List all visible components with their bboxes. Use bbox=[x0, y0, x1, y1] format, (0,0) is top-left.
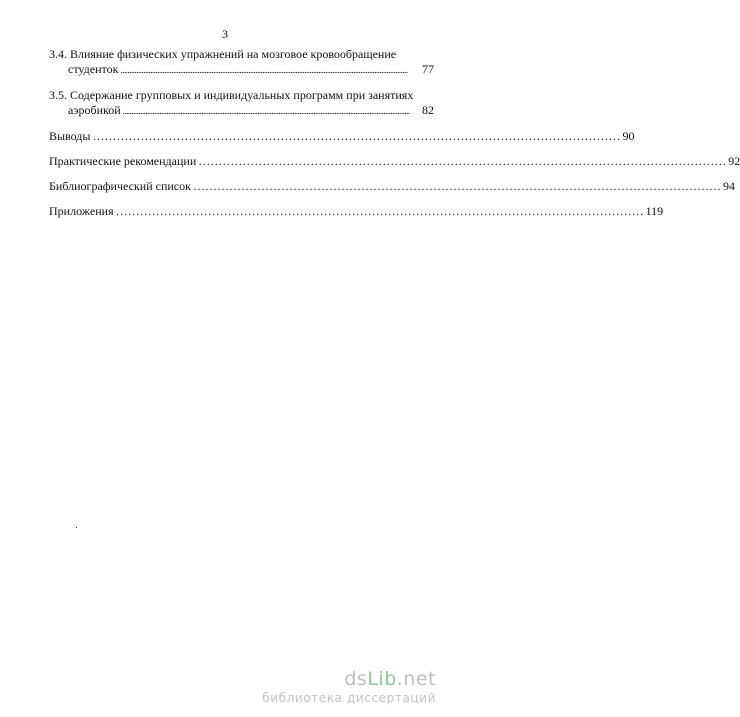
toc-page-number: 94 bbox=[722, 179, 735, 193]
dot-leader: …………………………………………………………………………………………………………………… bbox=[115, 204, 644, 218]
toc-entry-conclusions bbox=[49, 129, 635, 144]
toc-entry-3-4 bbox=[49, 47, 434, 78]
toc-page-number: 82 bbox=[422, 103, 434, 117]
toc-entry-title: Выводы bbox=[49, 129, 91, 143]
toc-entry-3-5 bbox=[49, 88, 434, 119]
toc-page-number: 90 bbox=[622, 129, 635, 143]
dot-leader: …………………………………………………………………………………………………………………… bbox=[198, 154, 727, 168]
toc-page-number: 92 bbox=[728, 154, 740, 168]
watermark-logo bbox=[262, 669, 436, 689]
scan-speck bbox=[76, 527, 77, 528]
table-of-contents bbox=[49, 44, 740, 219]
dslib-watermark bbox=[262, 669, 436, 705]
toc-entry-bibliography bbox=[49, 179, 735, 194]
toc-page-number: 119 bbox=[645, 204, 664, 218]
toc-entry-title-line: 3.4. Влияние физических упражнений на мозговое кровообращение bbox=[49, 47, 397, 61]
dot-leader: .................................................................................................................................................................... bbox=[120, 65, 408, 75]
watermark-logo-net: .net bbox=[396, 668, 436, 690]
dot-leader: …………………………………………………………………………………………………………………… bbox=[192, 179, 721, 193]
toc-entry-recommendations bbox=[49, 154, 740, 169]
toc-entry-title: Приложения bbox=[49, 204, 114, 218]
page-number: 3 bbox=[222, 27, 228, 41]
dot-leader: …………………………………………………………………………………………………………………… bbox=[92, 129, 621, 143]
watermark-subtitle: библиотека диссертаций bbox=[262, 691, 436, 705]
toc-entry-title: Практические рекомендации bbox=[49, 154, 197, 168]
toc-entry-title-continuation: студенток bbox=[68, 62, 119, 76]
watermark-logo-ds: ds bbox=[344, 668, 368, 690]
dot-leader: .................................................................................................................................................................... bbox=[122, 106, 410, 116]
watermark-logo-lib: Lib bbox=[367, 668, 397, 690]
toc-entry-appendices bbox=[49, 204, 664, 219]
toc-page-number: 77 bbox=[422, 62, 434, 76]
toc-entry-title-continuation: аэробикой bbox=[68, 103, 121, 117]
toc-entry-title: Библиографический список bbox=[49, 179, 191, 193]
toc-entry-title-line: 3.5. Содержание групповых и индивидуальных программ при занятиях bbox=[49, 88, 414, 102]
